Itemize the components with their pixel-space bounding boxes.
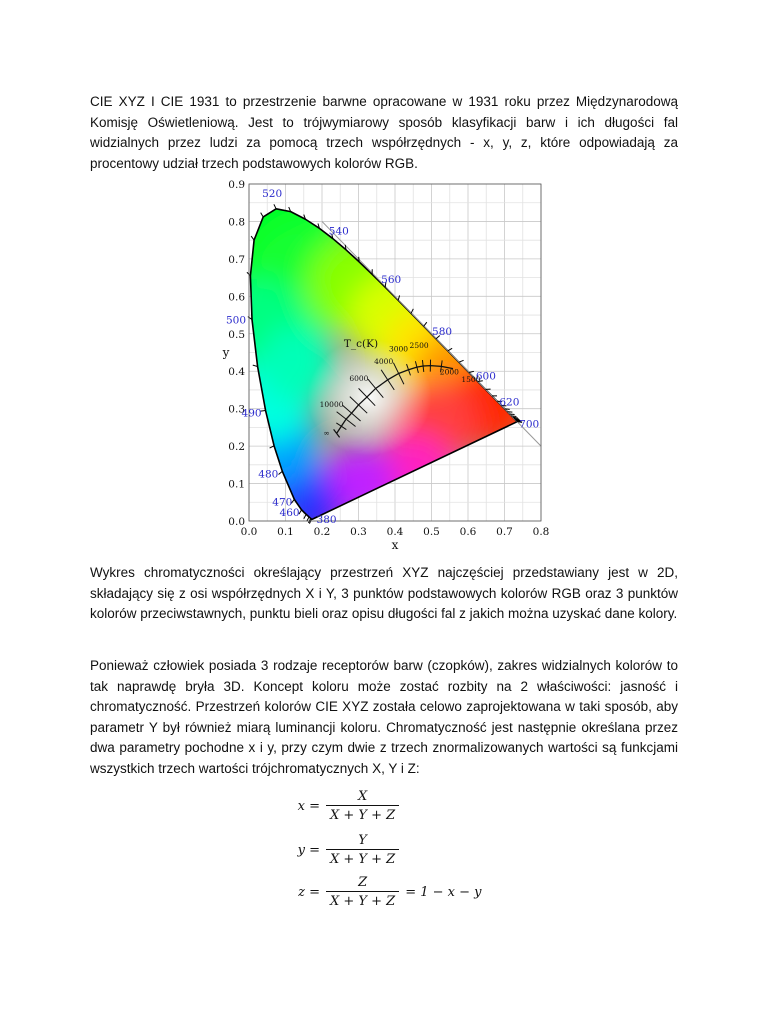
x-axis-title: x (391, 538, 399, 552)
temperature-label: 1500 (461, 374, 481, 384)
planckian-title: T_c(K) (343, 337, 379, 350)
wavelength-label: 480 (258, 468, 279, 481)
formula-z-fraction (326, 874, 399, 910)
chromaticity-paragraph: Ponieważ człowiek posiada 3 rodzaje receptorów barw (czopków), zakres widzialnych kolorów to tak naprawdę bryła 3D. Koncept koloru może zostać rozbity na 2 właściwości: jasność i chromatyczność. Przestrzeń kolorów CIE XYZ została celowo zaprojektowana w taki sposób, aby parametr Y był również miarą luminancji koloru. Chromatyczność jest następnie określana przez dwa parametry pochodne x i y, przy czym dwie z trzech znormalizowanych wartości są funkcjami wszystkich trzech wartości trójchromatycznych X, Y i Z: (90, 658, 678, 776)
x-tick-label: 0.3 (350, 526, 367, 538)
formula-block (286, 785, 546, 915)
formula-y (286, 829, 399, 871)
x-tick-label: 0.5 (423, 526, 440, 538)
formula-z-denominator: X + Y + Z (326, 891, 399, 910)
formula-y-lhs: y = (297, 842, 320, 858)
wavelength-tick (510, 414, 515, 415)
wavelength-tick (511, 416, 516, 417)
wavelength-label: 460 (279, 506, 300, 519)
temperature-label: 2000 (439, 367, 459, 377)
wavelength-label: 620 (499, 396, 520, 409)
y-tick-label: 0.9 (228, 179, 245, 191)
x-tick-label: 0.4 (386, 526, 404, 538)
wavelength-label: 600 (475, 370, 496, 383)
y-tick-label: 0.0 (228, 516, 245, 528)
x-tick-label: 0.7 (496, 526, 513, 538)
wavelength-label: 560 (381, 274, 402, 287)
y-tick-label: 0.4 (228, 366, 245, 379)
x-tick-label: 0.1 (277, 526, 294, 538)
wavelength-label: 380 (316, 514, 337, 527)
wavelength-label: 500 (225, 314, 247, 327)
formula-x-numerator: X (357, 789, 368, 804)
y-axis-title: y (222, 345, 230, 360)
temperature-label: ∞ (323, 428, 330, 438)
x-tick-label: 0.0 (240, 526, 258, 538)
wavelength-tick (513, 417, 518, 418)
chart-description-paragraph: Wykres chromatyczności określający przestrzeń XYZ najczęściej przedstawiany jest w 2D, składający się z osi współrzędnych X i Y, 3 punktów podstawowych kolorów RGB oraz 3 punktów kolorów przeciwstawnych, punktu bieli oraz opisu długości fal z jakich można uzyskać dane kolory. (90, 565, 678, 621)
formula-z-numerator: Z (358, 875, 368, 890)
chart-svg (212, 172, 556, 554)
wavelength-tick (507, 412, 512, 413)
temperature-label: 10000 (319, 400, 344, 410)
formula-z-lhs: z = (298, 884, 320, 900)
formula-x-denominator: X + Y + Z (326, 805, 399, 824)
y-tick-label: 0.6 (228, 291, 245, 304)
wavelength-label: 490 (241, 407, 262, 420)
y-tick-label: 0.8 (228, 216, 245, 229)
temperature-label: 4000 (374, 356, 394, 366)
formula-y-fraction (326, 832, 399, 868)
y-tick-label: 0.3 (228, 403, 245, 416)
y-tick-label: 0.5 (228, 328, 245, 341)
temperature-label: 6000 (349, 374, 369, 384)
temperature-label: 2500 (409, 340, 429, 350)
wavelength-label: 540 (328, 225, 349, 238)
wavelength-label: 520 (262, 187, 283, 200)
wavelength-label: 470 (272, 496, 293, 509)
intro-paragraph: CIE XYZ I CIE 1931 to przestrzenie barwne opracowane w 1931 roku przez Międzynarodową Komisję Oświetleniową. Jest to trójwymiarowy sposób klasyfikacji barw i ich długości fal widzialnych przez ludzi za pomocą trzech współrzędnych - x, y, z, które odpowiadają za procentowy udział trzech podstawowych kolorów RGB. (90, 94, 678, 171)
y-tick-label: 0.1 (228, 478, 245, 491)
y-tick-label: 0.7 (228, 253, 245, 266)
wavelength-label: 580 (432, 325, 453, 338)
formula-x-lhs: x = (297, 798, 320, 814)
formula-x (286, 785, 399, 827)
cie-chromaticity-diagram (212, 172, 556, 554)
wavelength-label: 700 (519, 418, 540, 431)
x-tick-label: 0.2 (313, 526, 331, 538)
white-point-glow (307, 339, 431, 455)
temperature-label: 3000 (388, 344, 409, 354)
y-tick-label: 0.2 (228, 441, 245, 454)
formula-y-denominator: X + Y + Z (326, 849, 399, 868)
formula-z (286, 871, 481, 913)
formula-y-numerator: Y (358, 833, 367, 848)
formula-z-rhs: = 1 − x − y (405, 884, 482, 900)
formula-x-fraction (326, 788, 399, 824)
x-tick-label: 0.6 (459, 526, 477, 538)
x-tick-label: 0.8 (532, 526, 550, 538)
